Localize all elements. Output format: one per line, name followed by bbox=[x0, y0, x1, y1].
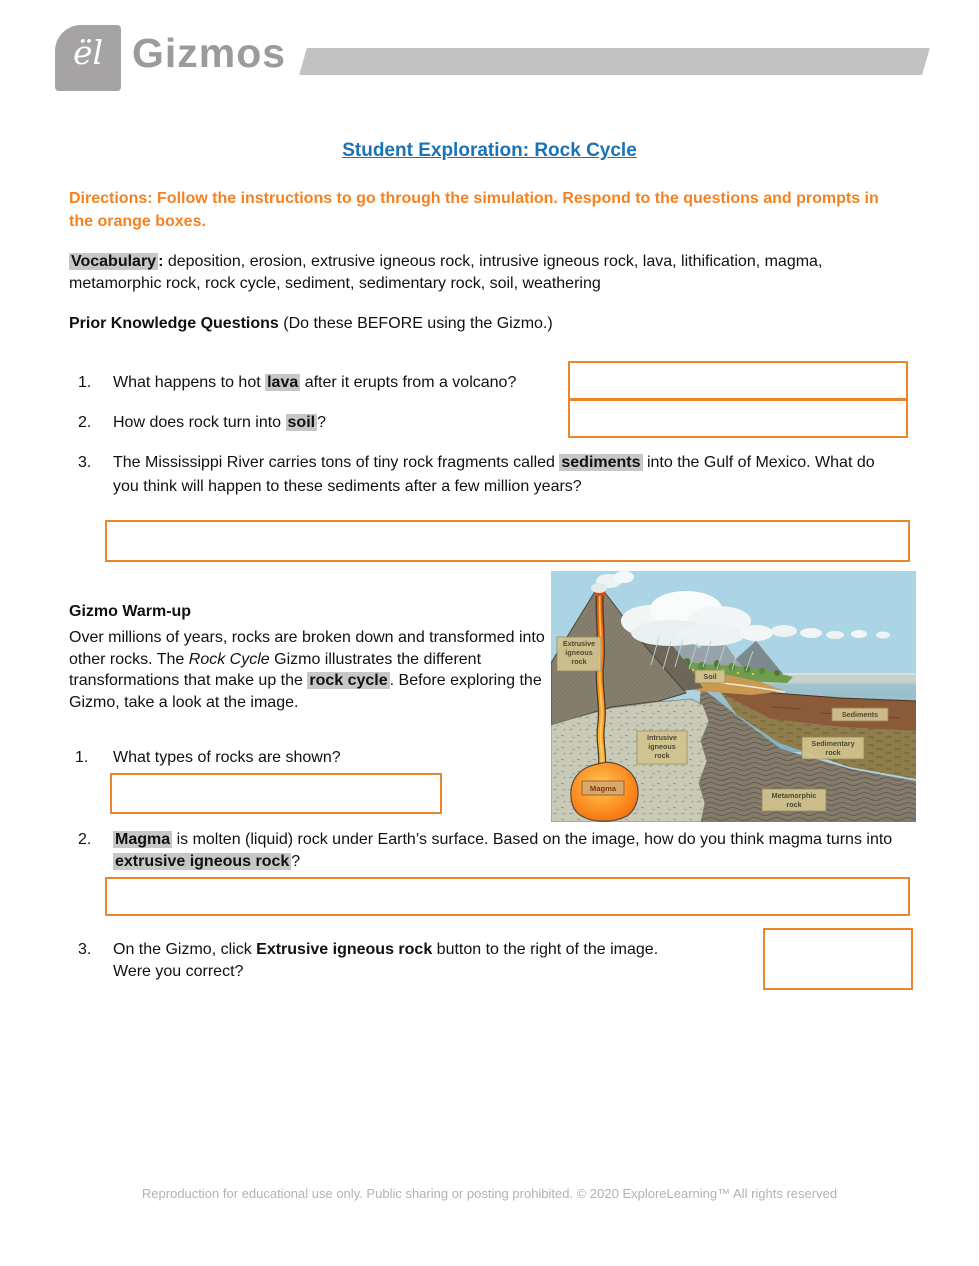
svg-text:Sedimentaryrock: Sedimentary rock bbox=[811, 739, 855, 757]
wq2-term-magma: Magma bbox=[115, 831, 171, 848]
answer-box-prior-q2[interactable] bbox=[568, 399, 908, 438]
prior-question-2 bbox=[78, 412, 548, 434]
q2-term-soil: soil bbox=[287, 414, 316, 431]
prior-question-1 bbox=[78, 372, 548, 394]
svg-text:Intrusiveigneousrock: Intrusive igneous rock bbox=[647, 733, 677, 760]
warmup-question-1 bbox=[75, 747, 545, 769]
svg-text:Metamorphicrock: Metamorphic rock bbox=[771, 791, 817, 809]
prior-knowledge-heading-rest: (Do these BEFORE using the Gizmo.) bbox=[278, 315, 553, 332]
question-number: 1. bbox=[78, 374, 92, 391]
gizmos-wordmark: Gizmos bbox=[132, 30, 287, 76]
question-number: 2. bbox=[78, 414, 92, 431]
question-text bbox=[113, 372, 516, 394]
wq3-line2: Were you correct? bbox=[113, 963, 244, 980]
diagram-label-sedimentary bbox=[802, 737, 864, 759]
q3-term-sediments: sediments bbox=[561, 454, 641, 471]
question-number: 2. bbox=[78, 831, 92, 848]
explorelearning-logo bbox=[55, 25, 121, 91]
q3-post: into the Gulf of Mexico. What do you think will happen to these sediments after a few million years? bbox=[113, 454, 875, 495]
q2-post: ? bbox=[317, 414, 326, 431]
warmup-term-rock-cycle: rock cycle bbox=[309, 672, 388, 689]
svg-text:Sediments: Sediments bbox=[841, 710, 879, 719]
warmup-p1: Over millions of years, rocks are broken down and transformed into other rocks. The bbox=[69, 629, 545, 668]
question-text bbox=[113, 412, 326, 434]
wq2-term-extrusive: extrusive igneous rock bbox=[115, 853, 290, 870]
warmup-question-3 bbox=[78, 939, 738, 983]
warmup-paragraph bbox=[69, 627, 553, 713]
vocabulary-terms: deposition, erosion, extrusive igneous rock, intrusive igneous rock, lava, lithification, magma, metamorphic rock, rock cycle, sediment, sedimentary rock, soil, weathering bbox=[69, 253, 823, 292]
svg-text:Soil: Soil bbox=[703, 672, 717, 681]
q1-term-lava: lava bbox=[267, 374, 299, 391]
wq3-button-name: Extrusive igneous rock bbox=[256, 941, 433, 958]
wq3-post: button to the right of the image. bbox=[432, 941, 659, 958]
vocabulary-label: Vocabulary bbox=[71, 253, 157, 270]
question-text bbox=[113, 451, 903, 499]
wq3-pre: On the Gizmo, click bbox=[113, 941, 257, 958]
q1-pre: What happens to hot bbox=[113, 374, 266, 391]
prior-knowledge-heading bbox=[69, 315, 553, 333]
question-number: 3. bbox=[78, 454, 92, 471]
answer-box-warmup-q2[interactable] bbox=[105, 877, 910, 916]
prior-knowledge-heading-bold: Prior Knowledge Questions bbox=[69, 315, 279, 332]
wq2-mid: is molten (liquid) rock under Earth’s surface. Based on the image, how do you think magma turns into bbox=[172, 831, 893, 848]
diagram-label-intrusive bbox=[637, 731, 687, 764]
question-text bbox=[113, 829, 906, 873]
svg-text:Magma: Magma bbox=[589, 784, 617, 793]
svg-text:Extrusiveigneousrock: Extrusive igneous rock bbox=[562, 639, 596, 666]
vocabulary-paragraph bbox=[69, 251, 917, 295]
rock-cycle-diagram bbox=[551, 571, 916, 822]
logo-monogram-icon: ël bbox=[72, 33, 104, 72]
diagram-label-sediments bbox=[832, 708, 888, 721]
diagram-label-soil bbox=[695, 670, 725, 683]
directions-text: Directions: Follow the instructions to go through the simulation. Respond to the questions and prompts in the orange boxes. bbox=[69, 190, 879, 230]
question-text: What types of rocks are shown? bbox=[113, 749, 341, 766]
q3-pre: The Mississippi River carries tons of tiny rock fragments called bbox=[113, 454, 560, 471]
q2-pre: How does rock turn into bbox=[113, 414, 286, 431]
vocabulary-colon: : bbox=[158, 253, 164, 270]
diagram-label-metamorphic bbox=[762, 789, 826, 811]
warmup-p2: Gizmo illustrates the different transformations that make up the bbox=[69, 650, 482, 689]
footer-copyright: Reproduction for educational use only. Public sharing or posting prohibited. © 2020 ExploreLearning™ All rights reserved bbox=[141, 1186, 838, 1201]
answer-box-prior-q3[interactable] bbox=[105, 520, 910, 562]
header-decorative-bar bbox=[299, 48, 930, 75]
question-number: 3. bbox=[78, 941, 92, 958]
warmup-question-2 bbox=[78, 829, 908, 873]
question-number: 1. bbox=[75, 749, 89, 766]
diagram-label-magma bbox=[582, 781, 624, 795]
diagram-label-extrusive bbox=[557, 637, 601, 671]
warmup-p3: . Before exploring the Gizmo, take a look at the image. bbox=[69, 672, 542, 711]
page-title: Student Exploration: Rock Cycle bbox=[342, 140, 637, 161]
question-text bbox=[113, 939, 658, 983]
warmup-gizmo-name: Rock Cycle bbox=[188, 650, 270, 668]
wq2-post: ? bbox=[291, 853, 301, 870]
warmup-heading: Gizmo Warm-up bbox=[69, 603, 192, 620]
wq3-line1 bbox=[113, 939, 658, 961]
answer-box-prior-q1[interactable] bbox=[568, 361, 908, 400]
prior-question-3 bbox=[78, 451, 903, 499]
answer-box-warmup-q1[interactable] bbox=[110, 773, 442, 814]
answer-box-warmup-q3[interactable] bbox=[763, 928, 913, 990]
q1-post: after it erupts from a volcano? bbox=[300, 374, 517, 391]
